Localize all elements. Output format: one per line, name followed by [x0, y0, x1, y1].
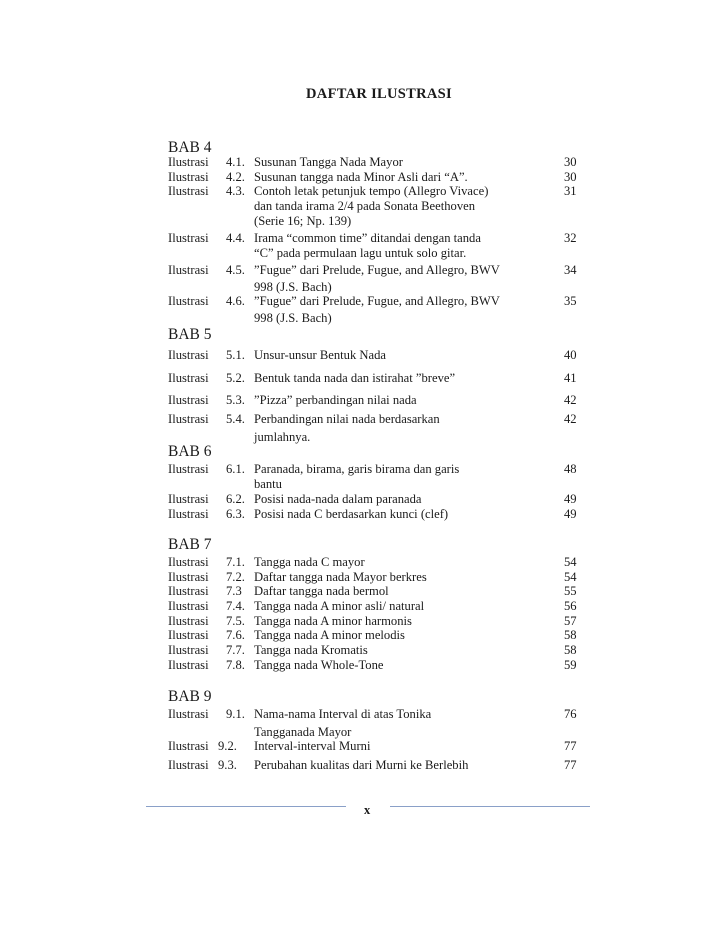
- item-number: 4.6.: [226, 294, 245, 308]
- item-label: Ilustrasi: [168, 614, 209, 628]
- item-page: 49: [564, 492, 577, 506]
- item-text: Tangga nada Kromatis: [254, 643, 368, 657]
- item-number: 5.2.: [226, 371, 245, 385]
- item-page: 58: [564, 643, 577, 657]
- item-label: Ilustrasi: [168, 155, 209, 169]
- item-number: 4.3.: [226, 184, 245, 198]
- item-number: 6.1.: [226, 462, 245, 476]
- item-text: Tangga nada A minor asli/ natural: [254, 599, 425, 613]
- item-number: 9.1.: [226, 707, 245, 721]
- item-number: 7.1.: [226, 555, 245, 569]
- section-heading: BAB 9: [168, 688, 212, 705]
- item-page: 56: [564, 599, 577, 613]
- item-number: 4.5.: [226, 263, 245, 277]
- item-label: Ilustrasi: [168, 412, 209, 426]
- item-page: 54: [564, 555, 577, 569]
- item-text: Tangga nada C mayor: [254, 555, 365, 569]
- item-text: Tangga nada Whole-Tone: [254, 658, 384, 672]
- item-page: 48: [564, 462, 577, 476]
- item-number: 7.7.: [226, 643, 245, 657]
- item-label: Ilustrasi: [168, 263, 209, 277]
- item-page: 55: [564, 584, 577, 598]
- item-label: Ilustrasi: [168, 555, 209, 569]
- item-label: Ilustrasi: [168, 707, 209, 721]
- item-number: 7.2.: [226, 570, 245, 584]
- item-label: Ilustrasi: [168, 371, 209, 385]
- item-page: 77: [564, 739, 577, 753]
- item-text: Daftar tangga nada Mayor berkres: [254, 570, 427, 584]
- footer-rule-right: [390, 806, 590, 807]
- item-number: 9.2.: [218, 739, 237, 753]
- item-text: Contoh letak petunjuk tempo (Allegro Vivace) dan tanda irama 2/4 pada Sonata Beethoven (Serie 16; Np. 139): [254, 184, 489, 228]
- page-number: x: [364, 803, 371, 817]
- item-page: 42: [564, 393, 577, 407]
- section-heading: BAB 7: [168, 536, 212, 553]
- item-page: 54: [564, 570, 577, 584]
- item-page: 31: [564, 184, 577, 198]
- item-label: Ilustrasi: [168, 507, 209, 521]
- item-page: 76: [564, 707, 577, 721]
- item-text: Susunan tangga nada Minor Asli dari “A”.: [254, 170, 468, 184]
- item-label: Ilustrasi: [168, 739, 209, 753]
- item-page: 59: [564, 658, 577, 672]
- item-number: 7.4.: [226, 599, 245, 613]
- footer-rule-left: [146, 806, 346, 807]
- item-label: Ilustrasi: [168, 628, 209, 642]
- item-page: 32: [564, 231, 577, 245]
- item-label: Ilustrasi: [168, 570, 209, 584]
- item-label: Ilustrasi: [168, 184, 209, 198]
- item-number: 4.1.: [226, 155, 245, 169]
- item-label: Ilustrasi: [168, 584, 209, 598]
- item-number: 7.6.: [226, 628, 245, 642]
- item-label: Ilustrasi: [168, 294, 209, 308]
- item-page: 58: [564, 628, 577, 642]
- section-heading: BAB 6: [168, 443, 212, 460]
- item-label: Ilustrasi: [168, 599, 209, 613]
- item-label: Ilustrasi: [168, 170, 209, 184]
- item-page: 41: [564, 371, 577, 385]
- item-page: 77: [564, 758, 577, 772]
- item-page: 30: [564, 170, 577, 184]
- item-text: Bentuk tanda nada dan istirahat ”breve”: [254, 371, 456, 385]
- item-label: Ilustrasi: [168, 462, 209, 476]
- item-page: 34: [564, 263, 577, 277]
- item-number: 6.3.: [226, 507, 245, 521]
- item-page: 42: [564, 412, 577, 426]
- item-text: ”Pizza” perbandingan nilai nada: [254, 393, 417, 407]
- item-number: 5.1.: [226, 348, 245, 362]
- section-heading: BAB 5: [168, 326, 212, 343]
- page-title: DAFTAR ILUSTRASI: [306, 86, 452, 102]
- item-page: 40: [564, 348, 577, 362]
- item-text: Posisi nada-nada dalam paranada: [254, 492, 422, 506]
- item-label: Ilustrasi: [168, 348, 209, 362]
- item-page: 30: [564, 155, 577, 169]
- section-heading: BAB 4: [168, 139, 212, 156]
- item-number: 9.3.: [218, 758, 237, 772]
- item-text: Susunan Tangga Nada Mayor: [254, 155, 403, 169]
- item-text: Irama “common time” ditandai dengan tanda “C” pada permulaan lagu untuk solo gitar.: [254, 231, 481, 260]
- item-text: Daftar tangga nada bermol: [254, 584, 389, 598]
- item-number: 4.4.: [226, 231, 245, 245]
- item-number: 7.5.: [226, 614, 245, 628]
- item-text: Perbandingan nilai nada berdasarkan jumlahnya.: [254, 412, 440, 444]
- item-number: 7.8.: [226, 658, 245, 672]
- item-number: 5.3.: [226, 393, 245, 407]
- item-text: Nama-nama Interval di atas Tonika Tangganada Mayor: [254, 707, 432, 739]
- item-label: Ilustrasi: [168, 393, 209, 407]
- item-label: Ilustrasi: [168, 643, 209, 657]
- item-number: 5.4.: [226, 412, 245, 426]
- item-text: Tangga nada A minor melodis: [254, 628, 405, 642]
- item-text: Posisi nada C berdasarkan kunci (clef): [254, 507, 449, 521]
- item-text: Paranada, birama, garis birama dan garis bantu: [254, 462, 460, 491]
- item-number: 7.3: [226, 584, 242, 598]
- item-page: 57: [564, 614, 577, 628]
- item-page: 49: [564, 507, 577, 521]
- item-label: Ilustrasi: [168, 658, 209, 672]
- item-text: Tangga nada A minor harmonis: [254, 614, 412, 628]
- item-text: ”Fugue” dari Prelude, Fugue, and Allegro, BWV 998 (J.S. Bach): [254, 294, 500, 325]
- item-label: Ilustrasi: [168, 758, 209, 772]
- item-number: 6.2.: [226, 492, 245, 506]
- item-number: 4.2.: [226, 170, 245, 184]
- item-text: Interval-interval Murni: [254, 739, 371, 753]
- item-text: ”Fugue” dari Prelude, Fugue, and Allegro, BWV 998 (J.S. Bach): [254, 263, 500, 294]
- item-label: Ilustrasi: [168, 492, 209, 506]
- item-page: 35: [564, 294, 577, 308]
- item-text: Unsur-unsur Bentuk Nada: [254, 348, 386, 362]
- item-text: Perubahan kualitas dari Murni ke Berlebih: [254, 758, 469, 772]
- item-label: Ilustrasi: [168, 231, 209, 245]
